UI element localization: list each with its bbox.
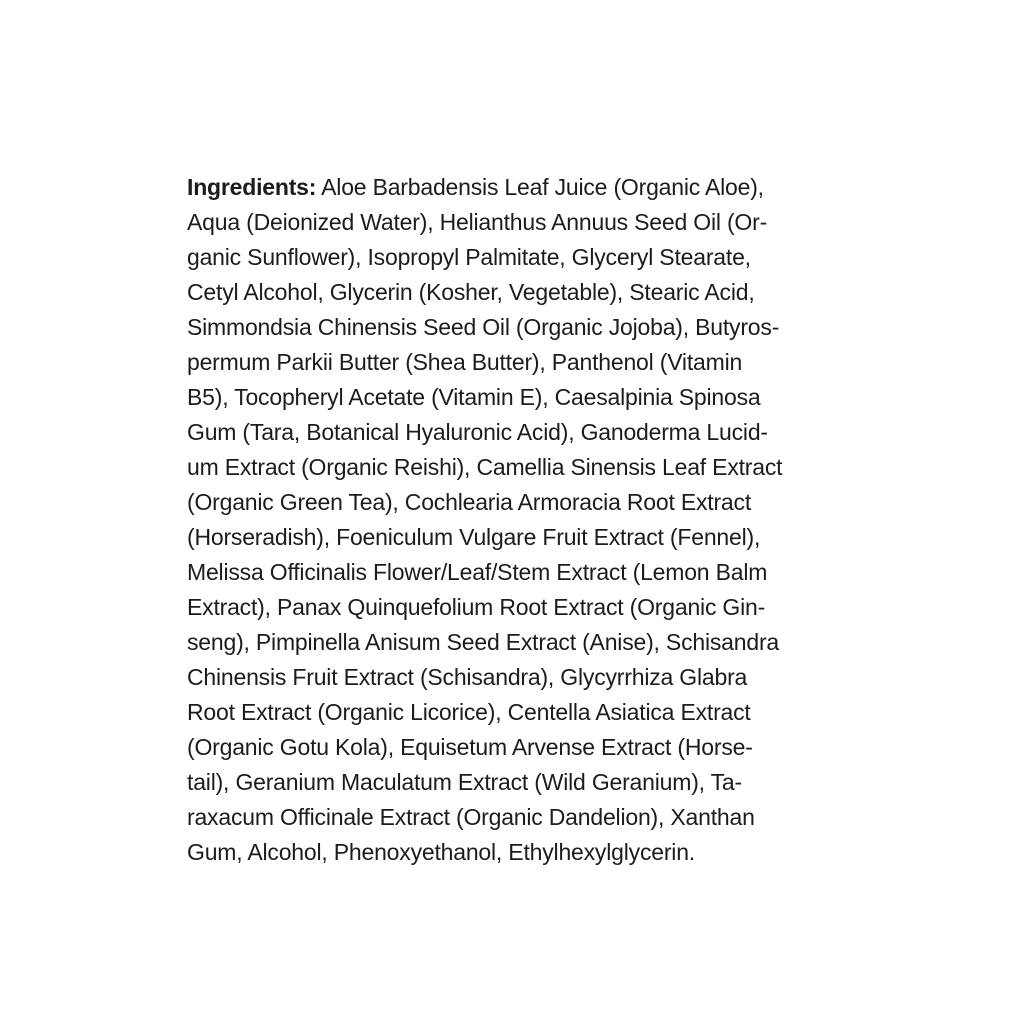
- ingredients-line: ganic Sunflower), Isopropyl Palmitate, Glyceryl Stearate,: [187, 244, 751, 270]
- ingredients-line: B5), Tocopheryl Acetate (Vitamin E), Caesalpinia Spinosa: [187, 384, 761, 410]
- ingredients-line: Extract), Panax Quinquefolium Root Extract (Organic Gin-: [187, 594, 766, 620]
- ingredients-line: Gum (Tara, Botanical Hyaluronic Acid), Ganoderma Lucid-: [187, 419, 768, 445]
- ingredients-line: um Extract (Organic Reishi), Camellia Sinensis Leaf Extract: [187, 454, 783, 480]
- ingredients-line: permum Parkii Butter (Shea Butter), Panthenol (Vitamin: [187, 349, 743, 375]
- ingredients-line: Root Extract (Organic Licorice), Centella Asiatica Extract: [187, 699, 751, 725]
- ingredients-line: Chinensis Fruit Extract (Schisandra), Glycyrrhiza Glabra: [187, 664, 748, 690]
- ingredients-label: Ingredients:: [187, 174, 317, 200]
- ingredients-line: (Horseradish), Foeniculum Vulgare Fruit Extract (Fennel),: [187, 524, 761, 550]
- ingredients-line: [187, 170, 887, 205]
- ingredients-line: Simmondsia Chinensis Seed Oil (Organic Jojoba), Butyros-: [187, 314, 780, 340]
- ingredients-line: Gum, Alcohol, Phenoxyethanol, Ethylhexylglycerin.: [187, 839, 695, 865]
- ingredients-text: Aloe Barbadensis Leaf Juice (Organic Aloe),: [316, 174, 764, 200]
- ingredients-line: Aqua (Deionized Water), Helianthus Annuus Seed Oil (Or-: [187, 209, 768, 235]
- ingredients-line: (Organic Green Tea), Cochlearia Armoracia Root Extract: [187, 489, 752, 515]
- ingredients-line: Cetyl Alcohol, Glycerin (Kosher, Vegetable), Stearic Acid,: [187, 279, 755, 305]
- ingredients-line: tail), Geranium Maculatum Extract (Wild Geranium), Ta-: [187, 769, 742, 795]
- ingredients-line: Melissa Officinalis Flower/Leaf/Stem Extract (Lemon Balm: [187, 559, 768, 585]
- ingredients-line: raxacum Officinale Extract (Organic Dandelion), Xanthan: [187, 804, 755, 830]
- ingredients-paragraph: [187, 170, 887, 870]
- ingredients-line: (Organic Gotu Kola), Equisetum Arvense Extract (Horse-: [187, 734, 753, 760]
- ingredients-line: seng), Pimpinella Anisum Seed Extract (Anise), Schisandra: [187, 629, 779, 655]
